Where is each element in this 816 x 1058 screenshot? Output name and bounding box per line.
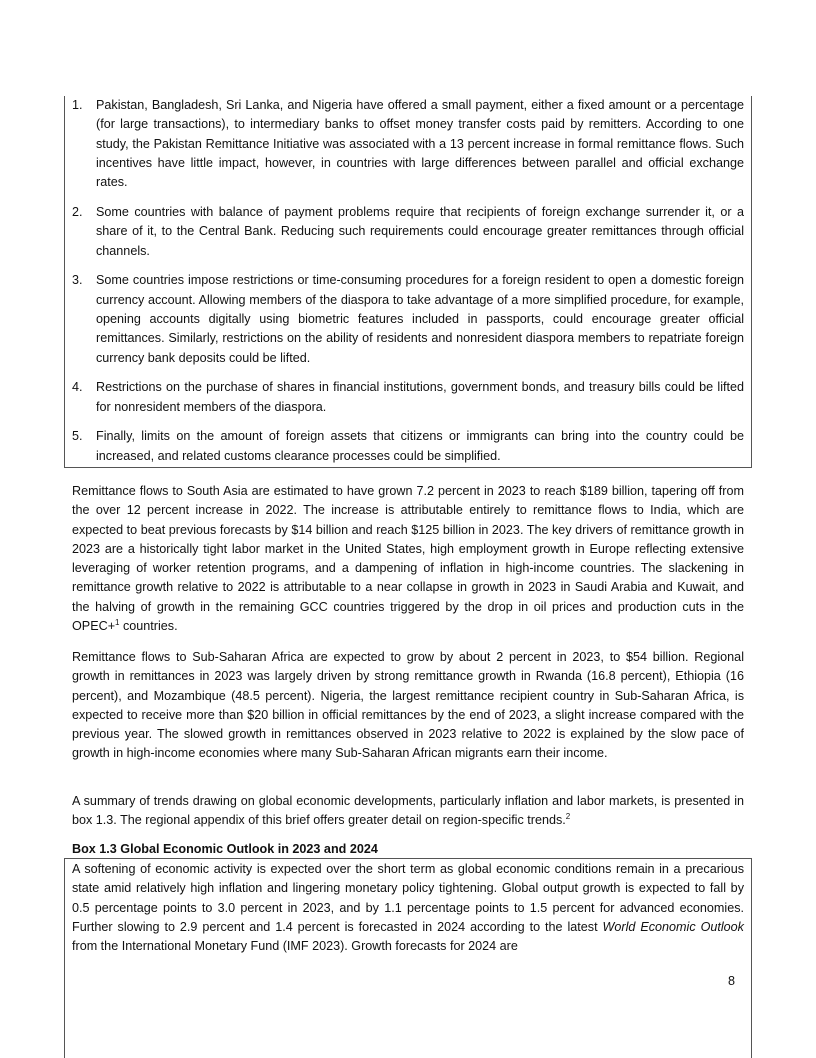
page-number: 8 bbox=[728, 974, 736, 988]
paragraph-text: from the International Monetary Fund (IMF 2023). Growth forecasts for 2024 are bbox=[72, 939, 518, 954]
list-item bbox=[72, 203, 744, 261]
list-item-text: Finally, limits on the amount of foreign assets that citizens or immigrants can bring into the country could be increased, and related customs clearance processes could be simplified. bbox=[96, 429, 744, 463]
footnote-ref[interactable]: 1 bbox=[115, 617, 120, 627]
list-item bbox=[72, 427, 744, 466]
list-number: 4. bbox=[72, 380, 83, 395]
list-number: 1. bbox=[72, 98, 83, 112]
list-item-text: Some countries impose restrictions or time-consuming procedures for a foreign resident to open a domestic foreign currency account. Allowing members of the diaspora to take advantage of a more simplified procedure, for example, opening accounts digitally using biometric features included in passports, could encourage greater official remittances. Similarly, restrictions on the ability of residents and nonresident diaspora members to repatriate foreign currency bank deposits could be lifted. bbox=[96, 273, 744, 365]
paragraph-sub-saharan-africa: Remittance flows to Sub-Saharan Africa are expected to grow by about 2 percent in 2023, to $54 billion. Regional growth in remittances in 2023 was largely driven by strong remittance growth in Rwanda (16.8 percent), Ethiopia (16 percent), and Mozambique (48.5 percent). Nigeria, the largest remittance recipient country in Sub-Saharan Africa, is expected to receive more than $20 billion in official remittances by the end of 2023, a slight increase compared with the previous year. The slowed growth in remittances observed in 2023 relative to 2022 is explained by the slow pace of growth in high-income economies where many Sub-Saharan African migrants earn their income. bbox=[72, 650, 744, 761]
box-paragraph bbox=[72, 860, 744, 956]
paragraph-south-asia bbox=[72, 482, 744, 636]
box-title: Box 1.3 Global Economic Outlook in 2023 and 2024 bbox=[72, 842, 378, 856]
list-item bbox=[72, 271, 744, 367]
list-item bbox=[72, 96, 744, 192]
list-item-text: Pakistan, Bangladesh, Sri Lanka, and Nigeria have offered a small payment, either a fixed amount or a percentage (for large transactions), to intermediary banks to offset money transfer costs paid by remitters. According to one study, the Pakistan Remittance Initiative was associated with a 13 percent increase in formal remittance flows. Such incentives have little impact, however, in countries with large differences between parallel and official exchange rates. bbox=[96, 98, 744, 190]
publication-title: World Economic Outlook bbox=[602, 919, 744, 934]
footnote-ref[interactable]: 2 bbox=[565, 812, 571, 822]
paragraph-text: countries. bbox=[119, 619, 178, 634]
paragraph-text: A summary of trends drawing on global economic developments, particularly inflation and labor markets, is presented in box 1.3. The regional appendix of this brief offers greater detail on region-specific trends. bbox=[72, 794, 744, 828]
list-number: 3. bbox=[72, 273, 83, 288]
list-number: 5. bbox=[72, 429, 83, 444]
paragraph-summary bbox=[72, 792, 744, 831]
list-number: 2. bbox=[72, 204, 83, 219]
list-item-text: Restrictions on the purchase of shares in financial institutions, government bonds, and treasury bills could be lifted for nonresident members of the diaspora. bbox=[96, 380, 744, 414]
policy-measures-list bbox=[72, 96, 744, 477]
paragraph-text: Remittance flows to South Asia are estimated to have grown 7.2 percent in 2023 to reach $189 billion, tapering off from the over 12 percent increase in 2022. The increase is attributable entirely to remittance flows to India, which are expected to beat previous forecasts by $14 billion and reach $125 billion in 2023. The key drivers of remittance growth in 2023 are a historically tight labor market in the United States, high employment growth in Europe reflecting extensive leveraging of worker retention programs, and a dampening of inflation in high-income countries. The slackening in remittance growth relative to 2022 is attributable to a near collapse in growth in 2023 in Saudi Arabia and Kuwait, and the halving of growth in the remaining GCC countries triggered by the drop in oil prices and production cuts in the OPEC+ bbox=[72, 484, 744, 634]
paragraph-text: A softening of economic activity is expected over the short term as global economic conditions remain in a precarious state amid relatively high inflation and lingering monetary policy tightening. Global output growth is expected to fall by 0.5 percentage points to 3.0 percent in 2023, and by 1.1 percentage points to 1.5 percent for advanced economies. Further slowing to 2.9 percent and 1.4 percent is forecasted in 2024 according to the latest bbox=[72, 862, 744, 934]
list-item-text: Some countries with balance of payment problems require that recipients of foreign exchange surrender it, or a share of it, to the Central Bank. Reducing such requirements could encourage greater remittances through official channels. bbox=[96, 204, 744, 258]
list-item bbox=[72, 378, 744, 417]
